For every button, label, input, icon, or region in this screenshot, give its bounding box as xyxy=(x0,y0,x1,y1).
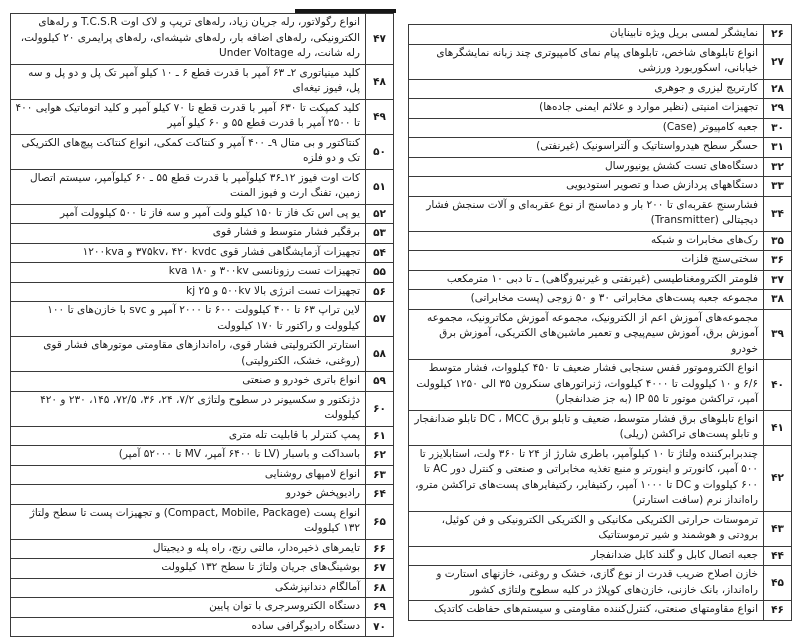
table-row xyxy=(409,547,791,567)
table-row xyxy=(409,446,791,512)
row-number: ۴۵ xyxy=(763,566,791,600)
row-number: ۶۰ xyxy=(365,392,393,426)
row-description: کنتاکتور و بی متال ۹ـ ۴۰۰ آمپر و کنتاکت کمکی، انواع کنتاکت پیچ‌های الکتریکی تک و دو فلزه xyxy=(21,136,360,164)
row-number: ۳۷ xyxy=(763,271,791,290)
row-number: ۳۵ xyxy=(763,232,791,251)
row-number: ۴۴ xyxy=(763,547,791,566)
row-number: ۵۱ xyxy=(365,170,393,204)
table-row xyxy=(11,540,393,560)
row-number: ۳۹ xyxy=(763,310,791,360)
table-row xyxy=(11,559,393,579)
row-description: فشارسنج عقربه‌ای تا ۲۰۰ بار و دماسنج از نوع عقربه‌ای و آلات سنجش فشار دیجیتالی (Transmitter) xyxy=(426,198,758,226)
row-description: رک‌های مخابرات و شبکه xyxy=(650,233,758,246)
row-number: ۵۵ xyxy=(365,263,393,282)
row-description: کلید مینیاتوری ۲ـ ۶۳ آمپر با قدرت قطع ۶ ـ ۱۰ کیلو آمپر تک پل و دو پل و سه پل، فیوز تیغه‌ای xyxy=(28,66,360,94)
row-description: جعبه اتصال کابل و گلند کابل ضدانفجار xyxy=(590,548,758,561)
table-row xyxy=(11,372,393,392)
table-row xyxy=(11,65,393,100)
row-number: ۲۸ xyxy=(763,80,791,99)
row-description: مجموعه‌های آموزش اعم از الکترونیک، مجموعه آموزش مکاترونیک، مجموعه آموزش برق، آموزش سیم‌پیچی و تعمیر ماشین‌های الکتریکی، آموزش برق خودرو xyxy=(426,311,758,355)
table-row xyxy=(409,566,791,601)
table-row xyxy=(11,446,393,466)
table-row xyxy=(11,598,393,618)
row-number: ۴۳ xyxy=(763,512,791,546)
row-number: ۲۷ xyxy=(763,45,791,79)
row-description: انواع پست (Compact, Mobile, Package) و تجهیزات پست تا سطح ولتاژ ۱۳۲ کیلوولت xyxy=(29,506,360,534)
table-row xyxy=(409,601,791,620)
row-number: ۶۷ xyxy=(365,559,393,578)
table-row xyxy=(11,135,393,170)
row-number: ۳۸ xyxy=(763,290,791,309)
row-number: ۳۱ xyxy=(763,138,791,157)
table-row xyxy=(409,158,791,178)
table-row xyxy=(11,427,393,447)
table-row xyxy=(409,232,791,252)
row-description: بوشینگ‌های جریان ولتاژ تا سطح ۱۳۲ کیلوولت xyxy=(161,561,360,573)
row-number: ۶۲ xyxy=(365,446,393,465)
row-description: تایمرهای ذخیره‌دار، مالتی رنج، راه پله و دیجیتال xyxy=(152,541,360,554)
table-row xyxy=(11,170,393,205)
row-description: فلومتر الکترومغناطیسی (غیرنفتی و غیرنیروگاهی) ـ تا دبی ۱۰ مترمکعب xyxy=(446,272,758,285)
row-description: تجهیزات امنیتی (نظیر موارد و علائم ایمنی جاده‌ها) xyxy=(539,101,758,113)
row-number: ۵۸ xyxy=(365,337,393,371)
row-description: تجهیزات آزمایشگاهی فشار قوی ۳۷۵kv، ۴۲۰ kvdc و ۱۲۰۰kva xyxy=(82,245,360,258)
table-row xyxy=(409,271,791,291)
table-row xyxy=(409,119,791,139)
table-row xyxy=(409,80,791,100)
row-number: ۵۷ xyxy=(365,302,393,336)
row-number: ۶۱ xyxy=(365,427,393,446)
row-description: رادیوپخش خودرو xyxy=(285,487,360,499)
row-description: دستگاه الکتروسرجری با توان پایین xyxy=(209,600,360,612)
table-row xyxy=(409,251,791,271)
table-row xyxy=(11,337,393,372)
table-row xyxy=(11,283,393,303)
row-description: انواع رگولاتور، رله جریان زیاد، رله‌های تریپ و لاک اوت T.C.S.R و رله‌های الکترونیکی، رله‌های اضافه بار، رله‌های شیشه‌ای، رله‌های پرایمری ۲۰ کیلوولت، رله شانت، رله Under Voltage xyxy=(20,16,360,59)
row-description: انواع مقاومتهای صنعتی، کنترل‌کننده مقاومتی و سیستم‌های حفاظت کاتدیک xyxy=(434,603,758,615)
row-number: ۳۴ xyxy=(763,197,791,231)
row-description: مجموعه جعبه پست‌های مخابراتی ۳۰ و ۵۰ زوجی (پست مخابراتی) xyxy=(470,292,758,304)
table-row xyxy=(11,100,393,135)
row-description: خازن اصلاح ضریب قدرت از نوع گازی، خشک و روغنی، خازنهای استارت و راه‌انداز، بانک خازنی، خازن‌های کوپلاژ در کلیه سطوح ولتاژی کشور xyxy=(436,568,758,596)
row-description: کارتریج لیزری و جوهری xyxy=(654,81,758,94)
row-number: ۶۵ xyxy=(365,505,393,539)
row-description: آمالگام دندانپزشکی xyxy=(274,580,360,593)
table-row xyxy=(409,290,791,310)
row-number: ۵۲ xyxy=(365,205,393,224)
row-description: جعبه کامپیوتر (Case) xyxy=(662,120,758,133)
row-description: انواع الکتروموتور قفس سنجابی فشار ضعیف تا ۴۵۰ کیلووات، فشار متوسط ۶/۶ و ۱۰ کیلوولت تا ۴۰۰۰ کیلووات، ژنراتورهای سنکرون ۳۵ الی ۱۲۵۰ کیلوولت آمپر، تراکشن موتور تا ۵۵ IP (به جز ضدانفجار) xyxy=(416,362,758,405)
table-row xyxy=(11,485,393,505)
table-row xyxy=(409,197,791,232)
table-row xyxy=(409,411,791,446)
equipment-list-table-left xyxy=(10,13,394,637)
row-number: ۴۲ xyxy=(763,446,791,511)
table-row xyxy=(409,45,791,80)
table-row xyxy=(409,310,791,361)
row-number: ۴۰ xyxy=(763,360,791,410)
row-number: ۴۶ xyxy=(763,601,791,620)
scan-artifact-bar xyxy=(295,9,396,13)
table-row xyxy=(409,138,791,158)
row-description: دژنکتور و سکسیونر در سطوح ولتاژی ۷/۲، ۲۴، ۳۶، ۷۲/۵، ۱۴۵، ۲۳۰ و ۴۲۰ کیلوولت xyxy=(40,393,360,421)
table-row xyxy=(409,512,791,547)
row-description: تجهیزات تست رزونانسی ۳۰۰kv و ۱۸۰ kva xyxy=(168,265,360,277)
table-row xyxy=(409,360,791,411)
row-description: نمایشگر لمسی بریل ویژه نابینایان xyxy=(609,27,758,39)
row-description: انواع لامپهای روشنایی xyxy=(264,467,360,480)
row-description: دستگاه رادیوگرافی ساده xyxy=(251,619,360,632)
row-number: ۵۴ xyxy=(365,244,393,263)
table-row xyxy=(409,177,791,197)
table-row xyxy=(11,244,393,264)
row-description: ترموستات حرارتی الکتریکی مکانیکی و الکتریکی الکترونیکی و فن کوئیل، برودتی و هوشمند و شیر ترموستاتیک xyxy=(441,513,758,541)
row-number: ۴۹ xyxy=(365,100,393,134)
row-number: ۳۶ xyxy=(763,251,791,270)
row-number: ۶۸ xyxy=(365,579,393,598)
table-row xyxy=(11,263,393,283)
row-description: چندبرابرکننده ولتاژ تا ۱۰ کیلوآمپر، باطری شارژ از ۲۴ تا ۳۶۰ ولت، استابلایزر تا ۵۰۰ آمپر، کانورتر و اینورتر و منبع تغذیه مخابراتی و صنعتی و کنترل دور AC تا ۶۰۰ کیلووات و DC تا ۱۰۰۰ آمپر، رکتیفایر، رکتیفایرهای پست‌های تراکشن مترو، راه‌انداز نرم (سافت استارتر) xyxy=(415,447,758,506)
row-description: برقگیر فشار متوسط و فشار قوی xyxy=(212,226,360,238)
row-number: ۶۹ xyxy=(365,598,393,617)
table-row xyxy=(11,14,393,65)
row-number: ۵۰ xyxy=(365,135,393,169)
table-row xyxy=(11,579,393,599)
row-number: ۳۳ xyxy=(763,177,791,196)
row-description: دستگاههای پردازش صدا و تصویر استودیویی xyxy=(566,179,758,191)
table-row xyxy=(11,205,393,225)
row-description: انواع تابلوهای شاخص، تابلوهای پیام نمای کامپیوتری چند زبانه نمایشگرهای خیابانی، اسکوربورد ورزشی xyxy=(436,46,758,74)
table-row xyxy=(409,99,791,119)
equipment-list-table-right xyxy=(408,24,792,621)
row-number: ۵۹ xyxy=(365,372,393,391)
row-description: انواع تابلوهای برق فشار متوسط، ضعیف و تابلو برق DC ، MCC تابلو ضدانفجار و تابلو پست‌های تراکشن (ریلی) xyxy=(414,412,758,440)
table-row xyxy=(11,505,393,540)
row-description: یو پی اس تک فاز تا ۱۵۰ کیلو ولت آمپر و سه فاز تا ۵۰۰ کیلوولت آمپر xyxy=(60,206,360,219)
row-description: استارتر الکترولیتی فشار قوی، راه‌اندازهای مقاومتی موتورهای فشار قوی (روغنی، خشک، الکترولیتی) xyxy=(43,339,360,367)
row-description: کلید کمپکت تا ۶۳۰ آمپر با قدرت قطع تا ۷۰ کیلو آمپر و کلید اتوماتیک هوایی ۴۰۰ تا ۲۵۰۰ آمپر با قدرت قطع ۵۵ و ۶۰ کیلو آمپر xyxy=(15,101,360,129)
table-row xyxy=(11,618,393,637)
row-description: انواع باتری خودرو و صنعتی xyxy=(242,374,360,386)
row-number: ۳۰ xyxy=(763,119,791,138)
row-number: ۳۲ xyxy=(763,158,791,177)
row-number: ۲۶ xyxy=(763,25,791,44)
row-number: ۶۶ xyxy=(365,540,393,559)
row-number: ۷۰ xyxy=(365,618,393,637)
row-description: حسگر سطح هیدرواستاتیک و آلتراسونیک (غیرنفتی) xyxy=(536,140,758,152)
row-number: ۴۷ xyxy=(365,14,393,64)
row-number: ۶۴ xyxy=(365,485,393,504)
row-number: ۴۱ xyxy=(763,411,791,445)
row-description: تجهیزات تست انرژی بالا ۵۰۰kv و ۲۵ kj xyxy=(186,284,360,297)
row-number: ۴۸ xyxy=(365,65,393,99)
table-row xyxy=(11,302,393,337)
row-description: باسداکت و باسبار (LV تا ۶۴۰۰ آمپر، MV تا ۵۲۰۰۰ آمپر) xyxy=(118,448,360,460)
row-description: سختی‌سنج فلزات xyxy=(681,253,758,265)
row-number: ۲۹ xyxy=(763,99,791,118)
table-row xyxy=(409,25,791,45)
row-number: ۵۳ xyxy=(365,224,393,243)
row-description: پمپ کنترلر با قابلیت تله متری xyxy=(228,428,360,441)
table-row xyxy=(11,466,393,486)
row-description: لاین تراپ ۶۳ تا ۴۰۰ کیلوولت ۶۰۰ تا ۲۰۰۰ آمپر و svc با خازن‌های تا ۱۰۰ کیلوولت و راکتور تا ۱۷۰ کیلوولت xyxy=(47,304,360,332)
row-number: ۵۶ xyxy=(365,283,393,302)
row-number: ۶۳ xyxy=(365,466,393,485)
row-description: دستگاه‌های تست کشش یونیورسال xyxy=(604,159,758,172)
table-row xyxy=(11,224,393,244)
table-row xyxy=(11,392,393,427)
row-description: کات اوت فیوز ۱۲ـ۳۶ کیلوآمپر با قدرت قطع ۵۵ ـ ۶۰ کیلوآمپر، سیستم اتصال زمین، تفنگ ارت و فیوز المنت xyxy=(30,171,360,199)
